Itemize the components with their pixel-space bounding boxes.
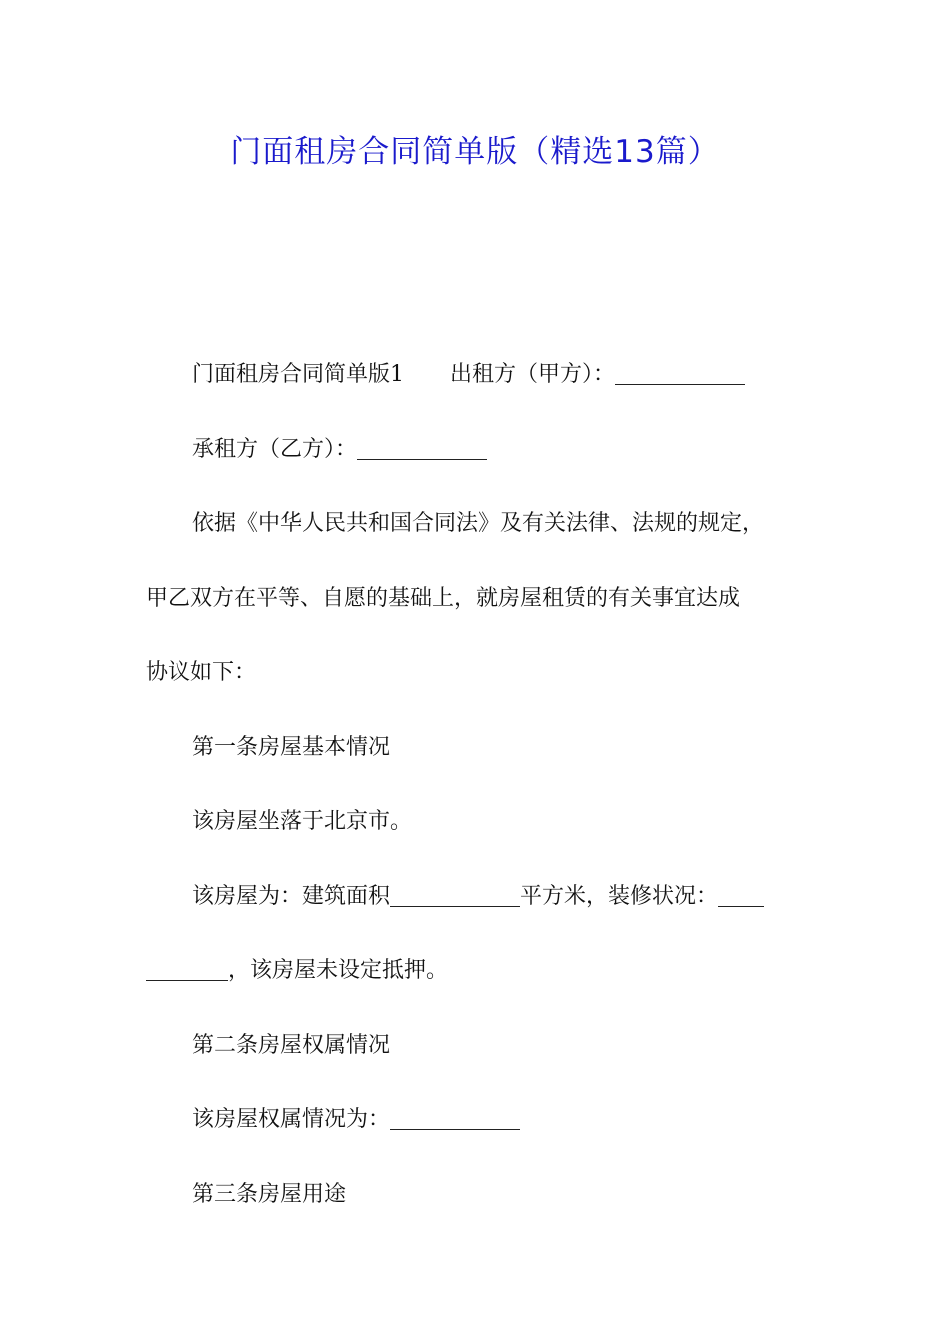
article-2-heading: 第二条房屋权属情况 (192, 1032, 391, 1058)
paragraph-basis-line3: 协议如下： (146, 660, 257, 685)
area-label: 该房屋为：建筑面积 (192, 883, 391, 909)
decoration-blank-end (146, 958, 228, 981)
paragraph-location: 该房屋坐落于北京市。 (192, 809, 413, 834)
mortgage-statement: ，该房屋未设定抵押。 (228, 958, 449, 983)
paragraph-ownership (146, 1083, 826, 1158)
decoration-blank-start (718, 884, 764, 907)
decoration-label: 平方米，装修状况： (520, 883, 719, 909)
paragraph-basis-line1: 依据《中华人民共和国合同法》及有关法律、法规的规定， (192, 511, 765, 536)
party-b-blank (357, 437, 487, 460)
paragraph-area-line1 (146, 860, 826, 935)
party-a-blank (615, 362, 745, 385)
document-title: 门面租房合同简单版（精选13篇） (230, 134, 720, 170)
party-a-label: 出租方（甲方）： (450, 362, 616, 387)
area-blank (390, 884, 520, 907)
paragraph-heading-party-a (146, 338, 826, 413)
article-3-heading: 第三条房屋用途 (192, 1181, 347, 1207)
paragraph-party-b (146, 413, 826, 488)
ownership-blank (390, 1107, 520, 1130)
ownership-label: 该房屋权属情况为： (192, 1107, 391, 1132)
paragraph-area-line2 (146, 934, 826, 1009)
party-b-label: 承租方（乙方）： (192, 436, 358, 462)
article-1-heading: 第一条房屋基本情况 (192, 734, 391, 760)
document-body (146, 338, 826, 1232)
contract-heading: 门面租房合同简单版1 (192, 362, 404, 387)
paragraph-basis-line2: 甲乙双方在平等、自愿的基础上，就房屋租赁的有关事宜达成 (146, 585, 741, 611)
